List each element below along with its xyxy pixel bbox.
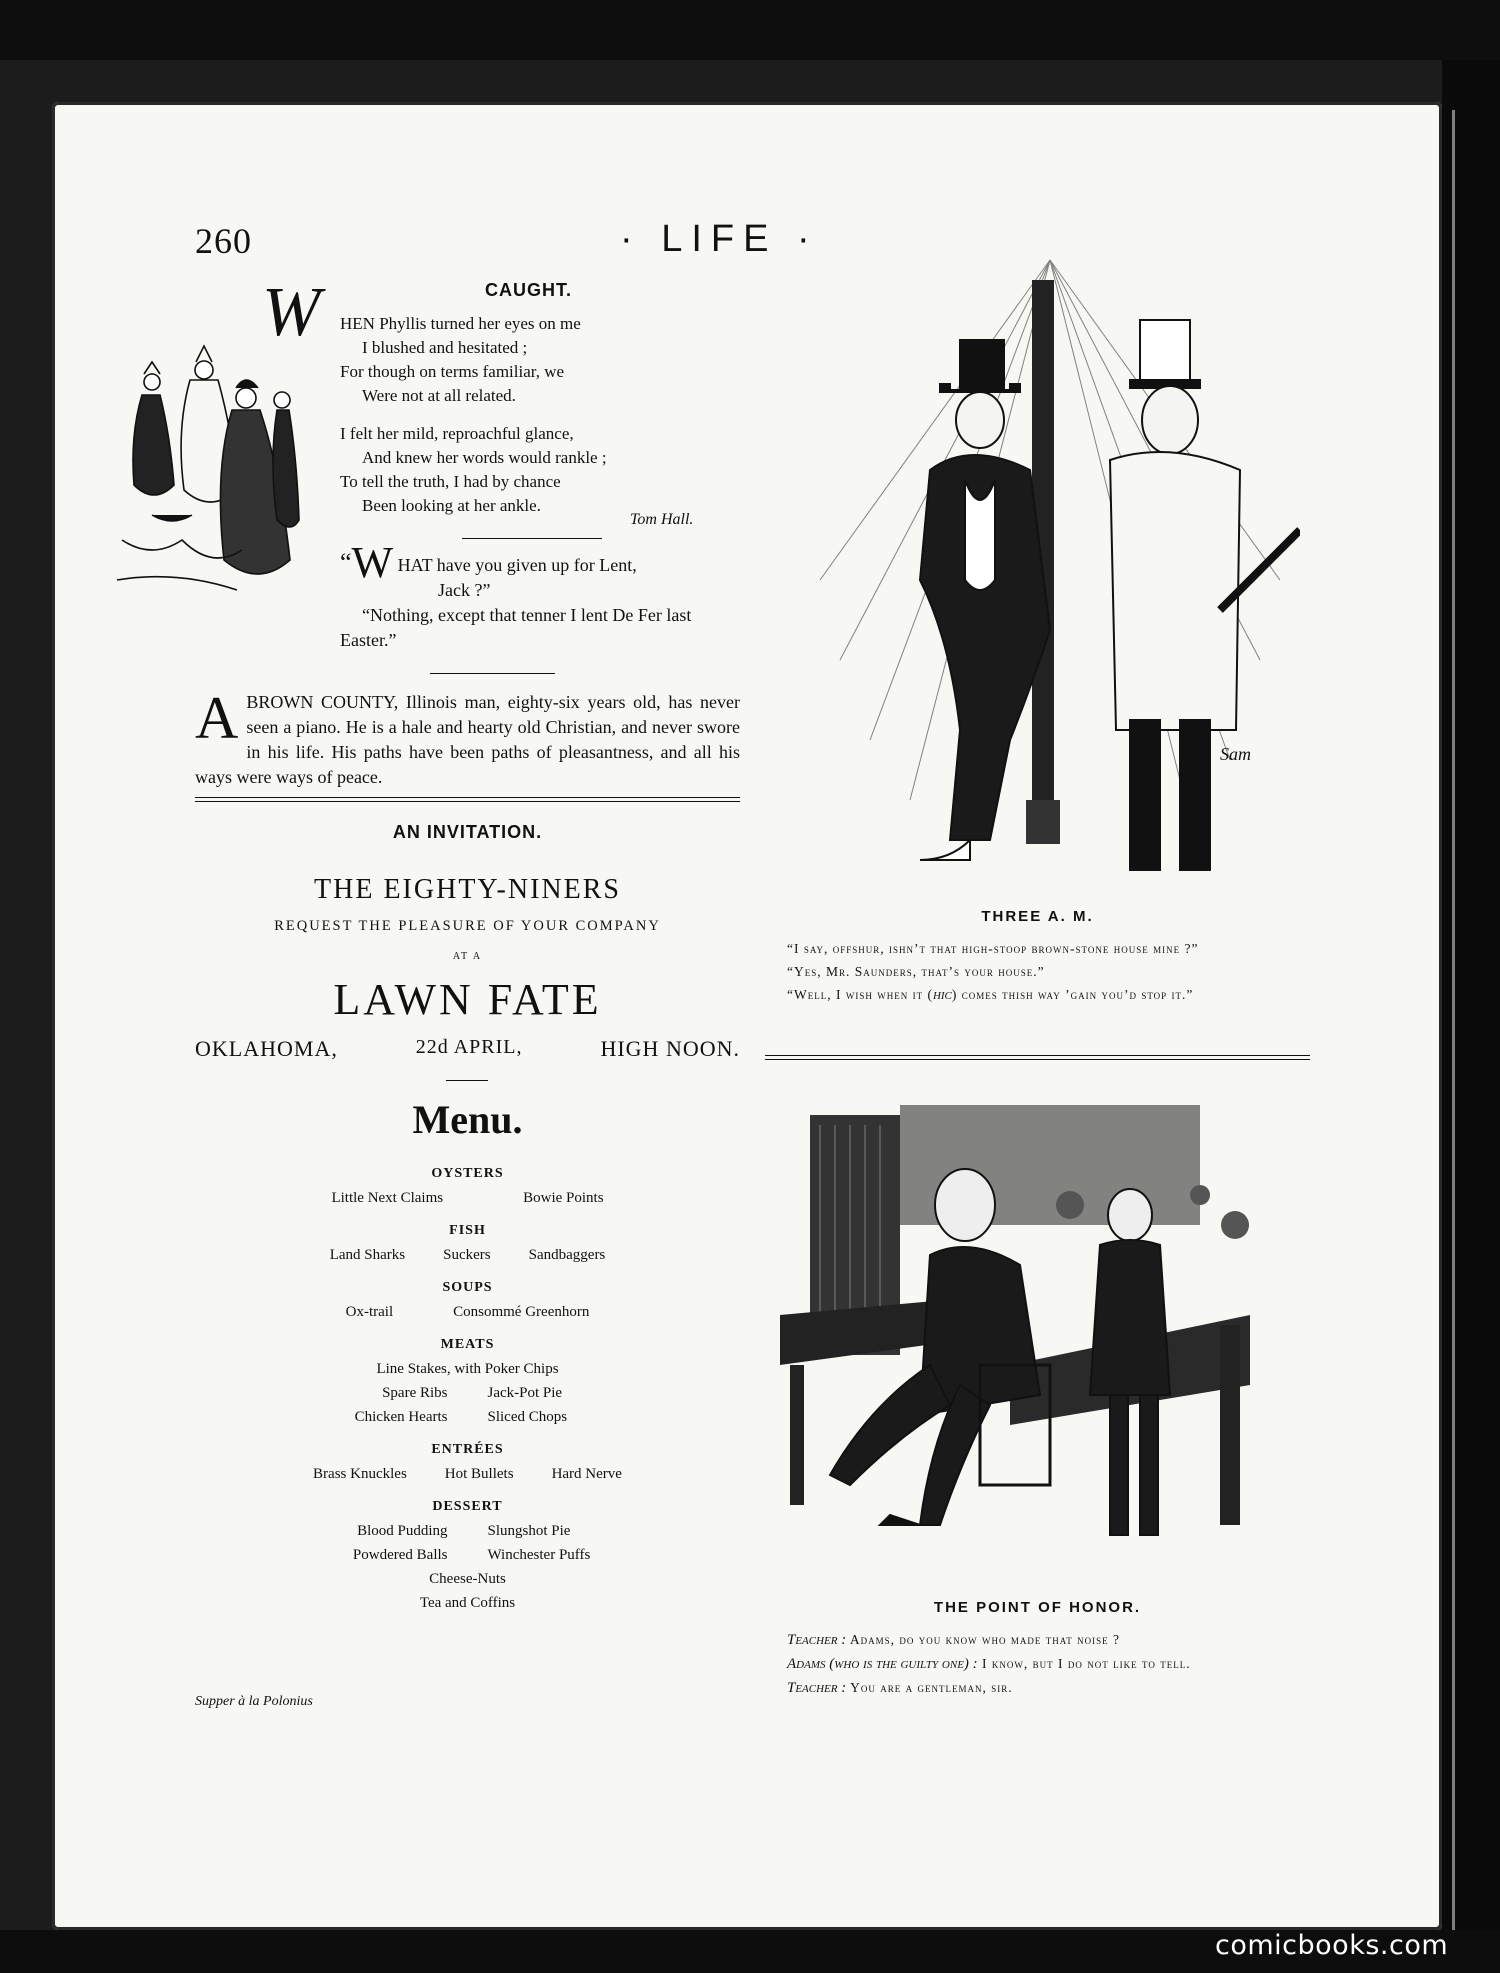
poem-line: For though on terms familiar, we [340, 362, 565, 381]
site-watermark: comicbooks.com [1215, 1930, 1449, 1961]
menu-item: Sliced Chops [487, 1409, 568, 1425]
menu-item: Line Stakes, with Poker Chips [376, 1361, 559, 1377]
lent-line-3: “Nothing, except that tenner I lent De Fer last Easter.” [340, 605, 692, 650]
three-am-illustration [800, 240, 1300, 880]
divider [462, 538, 602, 539]
scan-right-border [1442, 60, 1500, 1960]
menu-category: ENTRÉES [431, 1442, 504, 1457]
poem-line: HEN Phyllis turned her eyes on me [340, 314, 581, 333]
menu-category: MEATS [440, 1337, 495, 1352]
menu-item: Jack-Pot Pie [487, 1385, 563, 1401]
caught-title: CAUGHT. [485, 280, 572, 300]
poem-line: Were not at all related. [362, 386, 516, 405]
lent-dropcap: W [351, 538, 394, 587]
invitation-at-a: AT A [452, 951, 483, 962]
menu-item: Chicken Hearts [354, 1409, 448, 1425]
menu-title: Menu. [412, 1097, 523, 1142]
caught-dropcap: W [262, 274, 321, 351]
menu-list [195, 1166, 740, 1614]
brown-county-item [195, 685, 740, 790]
page-edge-line [1452, 110, 1455, 1930]
open-quote: “ [340, 548, 352, 577]
menu-item: Sandbaggers [528, 1247, 606, 1263]
point-of-honor-illustration [780, 1105, 1290, 1575]
poem-line: Been looking at her ankle. [362, 496, 541, 515]
poem-line: And knew her words would rankle ; [362, 448, 607, 467]
dialog-line: Teacher : Adams, do you know who made that noise ? [787, 1632, 1120, 1648]
menu-item: Tea and Coffins [419, 1595, 516, 1611]
poem-line: I blushed and hesitated ; [362, 338, 528, 357]
divider [446, 1080, 488, 1081]
double-rule [765, 1055, 1310, 1056]
brown-text: BROWN COUNTY, Illinois man, eighty-six years old, has never seen a piano. He is a hale and hearty old Christian, and never swore in his life. His paths have been paths of pleasantness, and all his ways were ways of peace. [195, 692, 740, 787]
invitation-time: HIGH NOON. [600, 1036, 740, 1061]
menu-item: Brass Knuckles [313, 1466, 407, 1482]
point-of-honor-title: THE POINT OF HONOR. [933, 1599, 1142, 1616]
menu-item: Little Next Claims [331, 1190, 444, 1206]
menu-category: OYSTERS [431, 1166, 504, 1181]
menu-item: Suckers [443, 1247, 491, 1263]
menu-item: Blood Pudding [357, 1523, 448, 1539]
scan-top-border [0, 0, 1500, 60]
dialog-line-3: “Well, I wish when it (hic) comes thish way ’gain you’d stop it.” [787, 987, 1194, 1003]
menu-item: Powdered Balls [352, 1547, 448, 1563]
divider [430, 673, 555, 674]
dialog-line: Teacher : You are a gentleman, sir. [787, 1680, 1013, 1696]
dialog-line: Adams (who is the guilty one) : I know, but I do not like to tell. [787, 1656, 1191, 1672]
lent-joke [340, 538, 740, 653]
brown-dropcap: A [195, 685, 239, 751]
dialog-line: “Yes, Mr. Saunders, that’s your house.” [787, 964, 1045, 979]
point-of-honor-dialog [765, 1628, 1310, 1700]
double-rule [765, 1059, 1310, 1060]
poem-line: To tell the truth, I had by chance [340, 472, 561, 491]
lent-line-2: Jack ?” [438, 580, 491, 600]
menu-item: Cheese-Nuts [429, 1571, 506, 1587]
caught-poem [340, 312, 607, 518]
invitation-event: LAWN FATE [333, 975, 602, 1024]
double-rule [195, 801, 740, 802]
menu-item: Consommé Greenhorn [453, 1304, 590, 1320]
page-number: 260 [195, 221, 252, 261]
menu-item: Winchester Puffs [487, 1547, 591, 1563]
dialog-line: “I say, offshur, ishn’t that high-stoop brown-stone house mine ?” [787, 941, 1199, 956]
invitation-hosts: THE EIGHTY-NINERS [314, 874, 621, 905]
poem-author: Tom Hall. [630, 511, 694, 528]
menu-category: FISH [449, 1223, 486, 1238]
menu-footer: Supper à la Polonius [195, 1694, 313, 1709]
menu-item: Land Sharks [329, 1247, 406, 1263]
menu-item: Hard Nerve [551, 1466, 622, 1482]
invitation-request: REQUEST THE PLEASURE OF YOUR COMPANY [274, 918, 661, 934]
menu-category: DESSERT [432, 1499, 503, 1514]
double-rule [195, 797, 740, 798]
masthead: · LIFE · [620, 218, 819, 260]
invitation-where-when [195, 1036, 740, 1062]
lent-line-1: HAT have you given up for Lent, [397, 555, 637, 575]
artist-signature: Sam [1220, 744, 1251, 764]
poem-line: I felt her mild, reproachful glance, [340, 424, 574, 443]
invitation-heading: AN INVITATION. [392, 822, 543, 842]
menu-item: Bowie Points [523, 1190, 604, 1206]
menu-item: Spare Ribs [382, 1385, 448, 1401]
invitation-date: 22d APRIL, [415, 1036, 523, 1058]
menu-category: SOUPS [442, 1280, 493, 1295]
menu-item: Slungshot Pie [487, 1523, 571, 1539]
menu-item: Hot Bullets [444, 1466, 514, 1482]
menu-item: Ox-trail [345, 1304, 394, 1320]
three-am-dialog [765, 937, 1310, 1007]
invitation-place: OKLAHOMA, [195, 1036, 338, 1061]
three-am-title: THREE A. M. [981, 908, 1094, 925]
